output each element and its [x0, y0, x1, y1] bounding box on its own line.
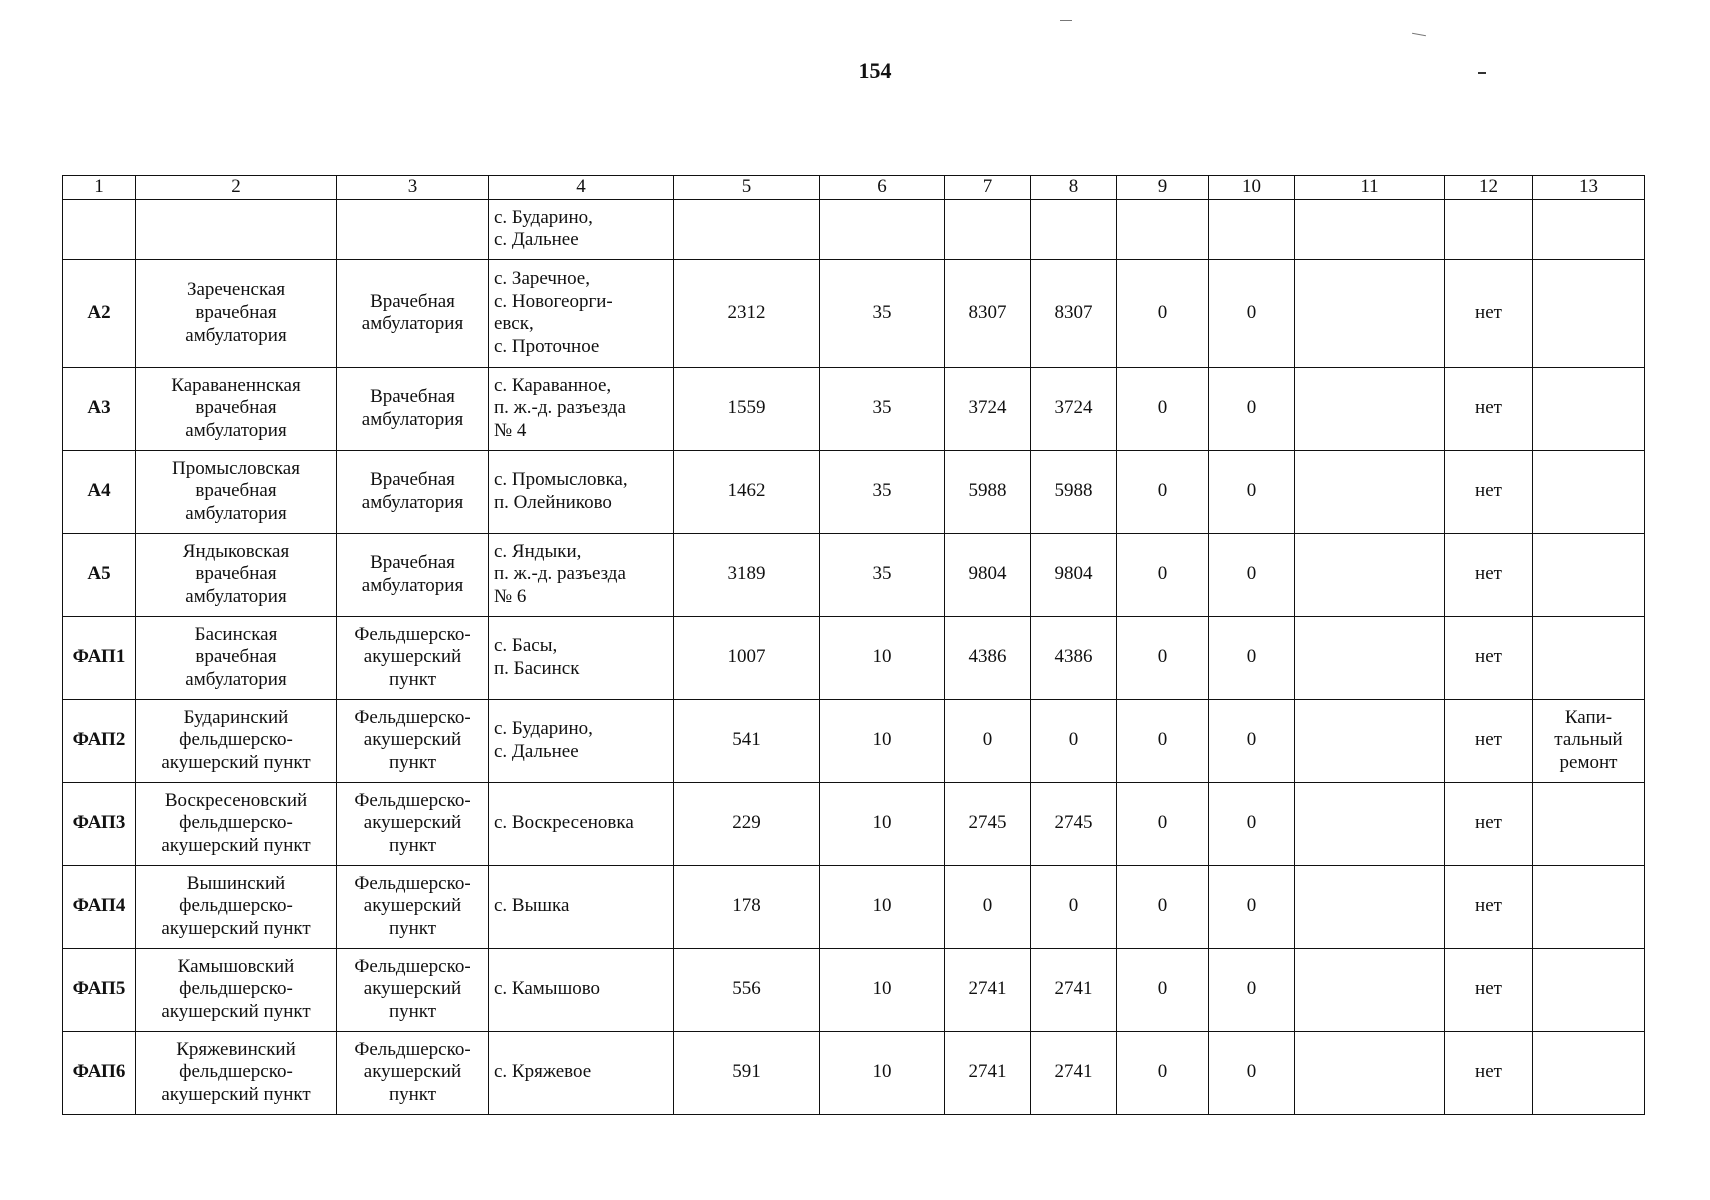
facility-code: ФАП4 [63, 865, 136, 948]
col-8-value: 4386 [1031, 616, 1117, 699]
col-10-value: 0 [1209, 533, 1295, 616]
served-localities: с. Камышово [489, 948, 674, 1031]
col-11-value [1295, 948, 1445, 1031]
column-number-12: 12 [1445, 176, 1533, 200]
col-13-value [1533, 948, 1645, 1031]
col-11-value [1295, 699, 1445, 782]
table-row [63, 948, 1645, 1031]
column-number-1: 1 [63, 176, 136, 200]
facility-code [63, 199, 136, 259]
facility-name: Басинская врачебная амбулатория [136, 616, 337, 699]
col-13-value [1533, 450, 1645, 533]
facility-name: Кряжевинский фельдшерско- акушерский пункт [136, 1031, 337, 1114]
facility-type [337, 199, 489, 259]
col-5-value: 178 [674, 865, 820, 948]
facility-code: А3 [63, 367, 136, 450]
column-number-11: 11 [1295, 176, 1445, 200]
facility-type: Фельдшерско- акушерский пункт [337, 782, 489, 865]
served-localities: с. Яндыки, п. ж.-д. разъезда № 6 [489, 533, 674, 616]
col-5-value: 1559 [674, 367, 820, 450]
col-6-value: 35 [820, 259, 945, 367]
col-12-value [1445, 199, 1533, 259]
col-13-value: Капи- тальный ремонт [1533, 699, 1645, 782]
col-11-value [1295, 616, 1445, 699]
table-row [63, 616, 1645, 699]
col-13-value [1533, 199, 1645, 259]
table-row [63, 1031, 1645, 1114]
col-6-value [820, 199, 945, 259]
col-7-value: 0 [945, 865, 1031, 948]
table-row [63, 259, 1645, 367]
facility-type: Врачебная амбулатория [337, 259, 489, 367]
col-11-value [1295, 259, 1445, 367]
col-6-value: 35 [820, 450, 945, 533]
col-12-value: нет [1445, 450, 1533, 533]
col-5-value: 1462 [674, 450, 820, 533]
col-8-value: 0 [1031, 699, 1117, 782]
col-6-value: 35 [820, 533, 945, 616]
col-5-value: 3189 [674, 533, 820, 616]
col-5-value: 1007 [674, 616, 820, 699]
col-8-value: 5988 [1031, 450, 1117, 533]
col-10-value: 0 [1209, 259, 1295, 367]
col-10-value: 0 [1209, 1031, 1295, 1114]
col-9-value: 0 [1117, 699, 1209, 782]
column-number-3: 3 [337, 176, 489, 200]
col-7-value: 0 [945, 699, 1031, 782]
column-number-4: 4 [489, 176, 674, 200]
facility-type: Фельдшерско- акушерский пункт [337, 616, 489, 699]
table-row [63, 782, 1645, 865]
col-7-value: 8307 [945, 259, 1031, 367]
col-12-value: нет [1445, 616, 1533, 699]
col-6-value: 10 [820, 865, 945, 948]
col-5-value: 556 [674, 948, 820, 1031]
facilities-table [62, 175, 1645, 1115]
col-13-value [1533, 782, 1645, 865]
col-11-value [1295, 450, 1445, 533]
served-localities: с. Воскресеновка [489, 782, 674, 865]
col-13-value [1533, 367, 1645, 450]
column-number-2: 2 [136, 176, 337, 200]
column-number-6: 6 [820, 176, 945, 200]
facility-name: Бударинский фельдшерско- акушерский пункт [136, 699, 337, 782]
column-number-5: 5 [674, 176, 820, 200]
col-13-value [1533, 865, 1645, 948]
col-6-value: 10 [820, 948, 945, 1031]
facility-code: А2 [63, 259, 136, 367]
col-12-value: нет [1445, 699, 1533, 782]
col-12-value: нет [1445, 259, 1533, 367]
served-localities: с. Бударино, с. Дальнее [489, 699, 674, 782]
facility-name: Камышовский фельдшерско- акушерский пункт [136, 948, 337, 1031]
served-localities: с. Заречное, с. Новогеорги- евск, с. Проточное [489, 259, 674, 367]
column-number-10: 10 [1209, 176, 1295, 200]
col-10-value: 0 [1209, 367, 1295, 450]
facility-name: Воскресеновский фельдшерско- акушерский пункт [136, 782, 337, 865]
facility-type: Врачебная амбулатория [337, 533, 489, 616]
facility-code: ФАП1 [63, 616, 136, 699]
col-11-value [1295, 199, 1445, 259]
facility-type: Фельдшерско- акушерский пункт [337, 948, 489, 1031]
col-9-value [1117, 199, 1209, 259]
col-7-value: 2741 [945, 1031, 1031, 1114]
col-7-value [945, 199, 1031, 259]
col-8-value [1031, 199, 1117, 259]
col-13-value [1533, 616, 1645, 699]
column-number-13: 13 [1533, 176, 1645, 200]
facility-name [136, 199, 337, 259]
facility-name: Вышинский фельдшерско- акушерский пункт [136, 865, 337, 948]
served-localities: с. Караванное, п. ж.-д. разъезда № 4 [489, 367, 674, 450]
col-6-value: 10 [820, 616, 945, 699]
col-10-value: 0 [1209, 699, 1295, 782]
col-7-value: 9804 [945, 533, 1031, 616]
col-9-value: 0 [1117, 1031, 1209, 1114]
table-body [63, 199, 1645, 1114]
facility-type: Фельдшерско- акушерский пункт [337, 1031, 489, 1114]
col-12-value: нет [1445, 865, 1533, 948]
col-10-value [1209, 199, 1295, 259]
served-localities: с. Промысловка, п. Олейниково [489, 450, 674, 533]
table-row [63, 367, 1645, 450]
column-number-7: 7 [945, 176, 1031, 200]
col-6-value: 10 [820, 782, 945, 865]
col-8-value: 9804 [1031, 533, 1117, 616]
facility-code: ФАП6 [63, 1031, 136, 1114]
facility-code: А5 [63, 533, 136, 616]
col-9-value: 0 [1117, 782, 1209, 865]
col-10-value: 0 [1209, 450, 1295, 533]
col-8-value: 0 [1031, 865, 1117, 948]
facility-type: Фельдшерско- акушерский пункт [337, 699, 489, 782]
col-10-value: 0 [1209, 948, 1295, 1031]
served-localities: с. Вышка [489, 865, 674, 948]
facility-code: ФАП5 [63, 948, 136, 1031]
column-number-row [63, 176, 1645, 200]
col-5-value: 2312 [674, 259, 820, 367]
col-12-value: нет [1445, 948, 1533, 1031]
facility-name: Яндыковская врачебная амбулатория [136, 533, 337, 616]
facility-name: Зареченская врачебная амбулатория [136, 259, 337, 367]
col-9-value: 0 [1117, 616, 1209, 699]
col-9-value: 0 [1117, 865, 1209, 948]
col-12-value: нет [1445, 782, 1533, 865]
col-8-value: 2741 [1031, 1031, 1117, 1114]
page-number: 154 [858, 58, 892, 83]
col-5-value: 541 [674, 699, 820, 782]
facility-type: Врачебная амбулатория [337, 367, 489, 450]
col-13-value [1533, 533, 1645, 616]
col-6-value: 35 [820, 367, 945, 450]
column-number-9: 9 [1117, 176, 1209, 200]
facility-name: Караваненнская врачебная амбулатория [136, 367, 337, 450]
col-6-value: 10 [820, 699, 945, 782]
facility-name: Промысловская врачебная амбулатория [136, 450, 337, 533]
table-row [63, 699, 1645, 782]
table-row [63, 533, 1645, 616]
col-11-value [1295, 533, 1445, 616]
col-9-value: 0 [1117, 533, 1209, 616]
col-13-value [1533, 1031, 1645, 1114]
facility-type: Фельдшерско- акушерский пункт [337, 865, 489, 948]
column-number-8: 8 [1031, 176, 1117, 200]
col-12-value: нет [1445, 533, 1533, 616]
col-9-value: 0 [1117, 367, 1209, 450]
col-9-value: 0 [1117, 948, 1209, 1031]
col-5-value [674, 199, 820, 259]
col-10-value: 0 [1209, 865, 1295, 948]
served-localities: с. Бударино, с. Дальнее [489, 199, 674, 259]
col-11-value [1295, 1031, 1445, 1114]
table-row [63, 199, 1645, 259]
col-7-value: 4386 [945, 616, 1031, 699]
served-localities: с. Басы, п. Басинск [489, 616, 674, 699]
table-row [63, 450, 1645, 533]
facility-type: Врачебная амбулатория [337, 450, 489, 533]
col-7-value: 5988 [945, 450, 1031, 533]
col-8-value: 2741 [1031, 948, 1117, 1031]
col-7-value: 2745 [945, 782, 1031, 865]
col-12-value: нет [1445, 1031, 1533, 1114]
col-8-value: 3724 [1031, 367, 1117, 450]
col-5-value: 591 [674, 1031, 820, 1114]
col-10-value: 0 [1209, 782, 1295, 865]
col-6-value: 10 [820, 1031, 945, 1114]
col-8-value: 8307 [1031, 259, 1117, 367]
col-7-value: 3724 [945, 367, 1031, 450]
facility-code: ФАП2 [63, 699, 136, 782]
col-13-value [1533, 259, 1645, 367]
col-10-value: 0 [1209, 616, 1295, 699]
col-9-value: 0 [1117, 450, 1209, 533]
facility-code: А4 [63, 450, 136, 533]
col-12-value: нет [1445, 367, 1533, 450]
served-localities: с. Кряжевое [489, 1031, 674, 1114]
facility-code: ФАП3 [63, 782, 136, 865]
table-row [63, 865, 1645, 948]
col-11-value [1295, 865, 1445, 948]
col-9-value: 0 [1117, 259, 1209, 367]
col-8-value: 2745 [1031, 782, 1117, 865]
col-5-value: 229 [674, 782, 820, 865]
col-11-value [1295, 782, 1445, 865]
col-11-value [1295, 367, 1445, 450]
col-7-value: 2741 [945, 948, 1031, 1031]
